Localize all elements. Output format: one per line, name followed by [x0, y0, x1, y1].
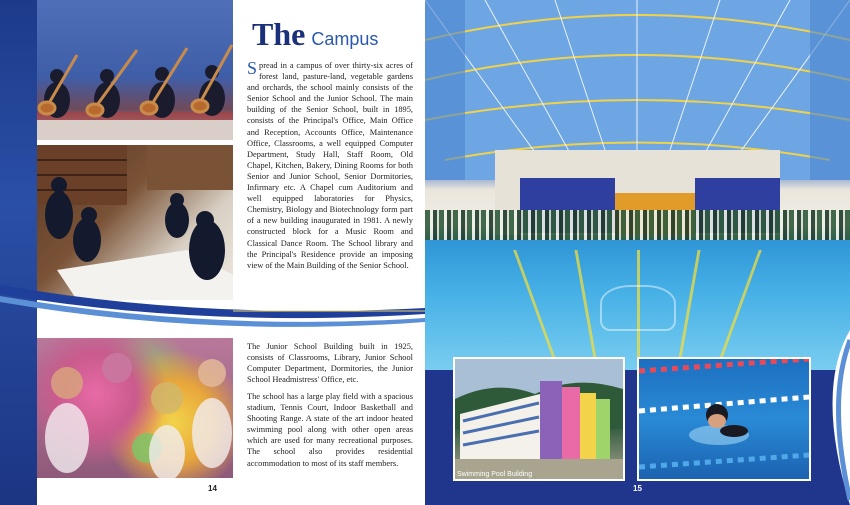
title-the: The: [252, 16, 306, 52]
music-class-photo: [37, 0, 233, 140]
facilities-paragraph: The school has a large play field with a spacious stadium, Tennis Court, Indoor Basketball and Shooting Range. A state of the art indoor heated swimming pool along with other open areas which are used for many recreational purposes. The school also provides residential accommodation to most of its staff members.: [247, 392, 413, 468]
junior-school-paragraph: The Junior School Building built in 1925, consists of Classrooms, Library, Junior School Computer Department, Dormitories, the Junior School Headmistress' Office, etc.: [247, 342, 413, 385]
campus-paragraph-1: Spread in a campus of over thirty-six acres of forest land, pasture-land, vegetable gardens and orchards, the school mainly consists of the Senior School and the Junior School. The main building of the Senior School, built in 1895, consists of the Principal's Office, Main Office and Reception, Accounts Office, Maintenance Office, Classrooms, a well equipped Computer Department, Study Hall, Staff Room, Old Chapel, Kitchen, Bakery, Dining Rooms for both Senior and Junior School, Senior Dormitories, Infirmary etc. A Chapel cum Auditorium and well equipped laboratories for Physics, Chemistry, Biology and Biotechnology form part of a new building inaugurated in 1981. A newly constructed block for a Music Room and Classical Dance Room. The School library and the Principal's Residence provide an imposing view of the Main Building of the Senior School.: [247, 58, 413, 270]
pool-building-caption: Swimming Pool Building: [457, 471, 533, 478]
pool-building-photo: [453, 357, 625, 481]
holi-students-illustration: [37, 338, 233, 478]
swimming-pool-photo: [425, 0, 850, 365]
left-edge-strip: [0, 0, 37, 505]
sitar-students-illustration: [37, 0, 233, 140]
page-number-left: 14: [208, 484, 217, 493]
blue-swoosh-divider: [0, 280, 425, 340]
swimmer-photo: [637, 357, 811, 481]
page-title: [252, 16, 378, 53]
holi-celebration-photo: [37, 338, 233, 478]
pool-floor-crest: [600, 285, 676, 331]
title-campus: Campus: [311, 29, 379, 49]
swimmer-illustration: [639, 359, 809, 479]
page-number-right: 15: [633, 484, 642, 493]
right-page: [425, 0, 850, 505]
pool-building-illustration: [455, 359, 623, 479]
library-students-illustration: [37, 145, 233, 300]
library-photo: [37, 145, 233, 300]
right-blue-swoosh: [805, 330, 850, 505]
